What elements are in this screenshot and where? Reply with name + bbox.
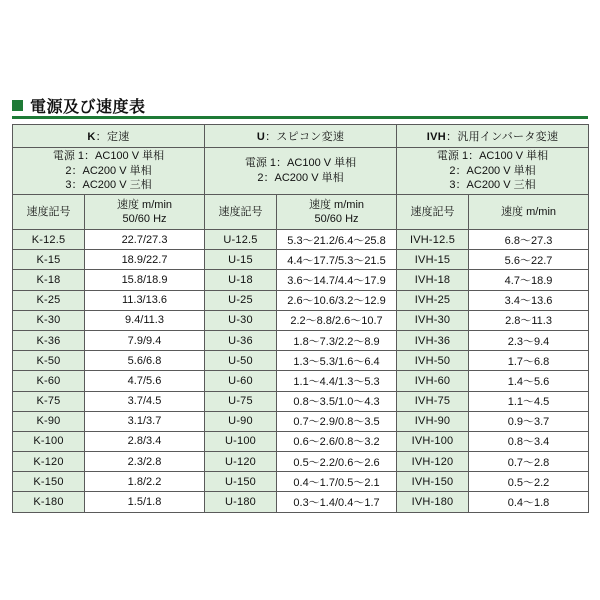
table-row xyxy=(13,391,589,411)
table-row xyxy=(13,371,589,391)
col-head-code-ivh: 速度記号 xyxy=(397,195,469,230)
group-header-row xyxy=(13,125,589,148)
row-val-u: 1.3〜5.3/1.6〜6.4 xyxy=(277,351,397,371)
row-val-ivh: 1.1〜4.5 xyxy=(469,391,589,411)
group-code-k: K xyxy=(87,131,96,143)
col-head-speed-u-line1: 速度 m/min xyxy=(309,198,364,211)
row-val-u: 2.6〜10.6/3.2〜12.9 xyxy=(277,290,397,310)
row-val-k: 9.4/11.3 xyxy=(85,310,205,330)
row-code-ivh: IVH-12.5 xyxy=(397,230,469,250)
row-code-u: U-18 xyxy=(205,270,277,290)
row-code-ivh: IVH-25 xyxy=(397,290,469,310)
power-ivh-line2: 2：AC200 V 単相 xyxy=(449,164,536,177)
row-val-k: 1.5/1.8 xyxy=(85,492,205,512)
row-code-k: K-15 xyxy=(13,250,85,270)
group-code-u: U xyxy=(256,131,266,143)
row-code-u: U-36 xyxy=(205,330,277,350)
power-u-line2: 2：AC200 V 単相 xyxy=(257,172,344,184)
row-code-u: U-12.5 xyxy=(205,230,277,250)
row-val-k: 4.7/5.6 xyxy=(85,371,205,391)
row-code-ivh: IVH-90 xyxy=(397,411,469,431)
row-val-ivh: 3.4〜13.6 xyxy=(469,290,589,310)
row-val-u: 0.6〜2.6/0.8〜3.2 xyxy=(277,431,397,451)
row-code-k: K-50 xyxy=(13,351,85,371)
col-head-speed-k xyxy=(85,195,205,230)
row-val-u: 2.2〜8.8/2.6〜10.7 xyxy=(277,310,397,330)
title-underline xyxy=(12,116,588,119)
row-code-k: K-75 xyxy=(13,391,85,411)
row-code-u: U-150 xyxy=(205,472,277,492)
row-code-u: U-90 xyxy=(205,411,277,431)
row-code-k: K-150 xyxy=(13,472,85,492)
row-code-ivh: IVH-15 xyxy=(397,250,469,270)
power-row xyxy=(13,148,589,195)
row-code-ivh: IVH-60 xyxy=(397,371,469,391)
column-header-row xyxy=(13,195,589,230)
row-val-ivh: 6.8〜27.3 xyxy=(469,230,589,250)
col-head-speed-ivh: 速度 m/min xyxy=(469,195,589,230)
table-row xyxy=(13,290,589,310)
row-val-u: 3.6〜14.7/4.4〜17.9 xyxy=(277,270,397,290)
power-k-line2: 2：AC200 V 単相 xyxy=(65,164,152,177)
row-val-u: 4.4〜17.7/5.3〜21.5 xyxy=(277,250,397,270)
row-code-k: K-100 xyxy=(13,431,85,451)
power-cell-k xyxy=(13,148,205,195)
row-code-ivh: IVH-100 xyxy=(397,431,469,451)
group-header-u xyxy=(205,125,397,148)
power-cell-ivh xyxy=(397,148,589,195)
row-code-ivh: IVH-36 xyxy=(397,330,469,350)
row-code-k: K-180 xyxy=(13,492,85,512)
col-head-speed-u xyxy=(277,195,397,230)
col-head-speed-u-line2: 50/60 Hz xyxy=(314,213,359,225)
group-header-ivh xyxy=(397,125,589,148)
row-code-k: K-120 xyxy=(13,452,85,472)
row-val-ivh: 1.7〜6.8 xyxy=(469,351,589,371)
row-code-u: U-60 xyxy=(205,371,277,391)
row-code-u: U-50 xyxy=(205,351,277,371)
row-code-k: K-90 xyxy=(13,411,85,431)
row-val-k: 3.7/4.5 xyxy=(85,391,205,411)
power-ivh-line1: 電源 1：AC100 V 単相 xyxy=(436,149,549,162)
row-val-u: 0.5〜2.2/0.6〜2.6 xyxy=(277,452,397,472)
row-code-ivh: IVH-120 xyxy=(397,452,469,472)
row-code-k: K-36 xyxy=(13,330,85,350)
title-marker-icon xyxy=(12,100,23,111)
row-code-u: U-180 xyxy=(205,492,277,512)
row-code-ivh: IVH-75 xyxy=(397,391,469,411)
row-val-ivh: 2.8〜11.3 xyxy=(469,310,589,330)
row-code-u: U-30 xyxy=(205,310,277,330)
table-row xyxy=(13,250,589,270)
power-k-line3: 3：AC200 V 三相 xyxy=(65,179,152,192)
row-val-u: 0.4〜1.7/0.5〜2.1 xyxy=(277,472,397,492)
page-title: 電源及び速度表 xyxy=(30,99,146,116)
row-code-u: U-25 xyxy=(205,290,277,310)
row-val-k: 1.8/2.2 xyxy=(85,472,205,492)
row-code-ivh: IVH-150 xyxy=(397,472,469,492)
table-row xyxy=(13,452,589,472)
row-code-k: K-30 xyxy=(13,310,85,330)
row-code-k: K-25 xyxy=(13,290,85,310)
table-row xyxy=(13,330,589,350)
row-val-k: 22.7/27.3 xyxy=(85,230,205,250)
row-val-k: 18.9/22.7 xyxy=(85,250,205,270)
group-label-ivh: ：汎用インバータ変速 xyxy=(446,131,559,143)
table-row xyxy=(13,351,589,371)
row-val-ivh: 1.4〜5.6 xyxy=(469,371,589,391)
table-row xyxy=(13,431,589,451)
row-code-k: K-60 xyxy=(13,371,85,391)
row-code-k: K-12.5 xyxy=(13,230,85,250)
group-label-u: ：スピコン変速 xyxy=(265,131,345,143)
row-val-k: 11.3/13.6 xyxy=(85,290,205,310)
group-label-k: ：定速 xyxy=(95,131,130,143)
row-val-ivh: 5.6〜22.7 xyxy=(469,250,589,270)
row-val-ivh: 2.3〜9.4 xyxy=(469,330,589,350)
row-code-u: U-15 xyxy=(205,250,277,270)
power-k-line1: 電源 1：AC100 V 単相 xyxy=(52,149,165,162)
col-head-code-u: 速度記号 xyxy=(205,195,277,230)
power-u-line1: 電源 1：AC100 V 単相 xyxy=(244,157,357,170)
row-val-k: 5.6/6.8 xyxy=(85,351,205,371)
table-row xyxy=(13,230,589,250)
row-code-ivh: IVH-30 xyxy=(397,310,469,330)
table-row xyxy=(13,310,589,330)
row-val-ivh: 0.4〜1.8 xyxy=(469,492,589,512)
row-code-u: U-100 xyxy=(205,431,277,451)
group-code-ivh: IVH xyxy=(426,131,447,143)
row-val-k: 15.8/18.9 xyxy=(85,270,205,290)
row-val-k: 2.3/2.8 xyxy=(85,452,205,472)
col-head-code-k: 速度記号 xyxy=(13,195,85,230)
row-code-ivh: IVH-180 xyxy=(397,492,469,512)
row-val-k: 3.1/3.7 xyxy=(85,411,205,431)
group-header-k xyxy=(13,125,205,148)
row-val-u: 0.7〜2.9/0.8〜3.5 xyxy=(277,411,397,431)
table-row xyxy=(13,492,589,512)
table-row xyxy=(13,270,589,290)
row-code-ivh: IVH-50 xyxy=(397,351,469,371)
row-val-u: 5.3〜21.2/6.4〜25.8 xyxy=(277,230,397,250)
row-val-ivh: 4.7〜18.9 xyxy=(469,270,589,290)
row-val-ivh: 0.8〜3.4 xyxy=(469,431,589,451)
row-code-u: U-75 xyxy=(205,391,277,411)
col-head-speed-k-line1: 速度 m/min xyxy=(117,198,172,211)
section-title xyxy=(12,94,146,117)
row-val-ivh: 0.5〜2.2 xyxy=(469,472,589,492)
speed-table xyxy=(12,124,589,513)
row-val-ivh: 0.7〜2.8 xyxy=(469,452,589,472)
power-ivh-line3: 3：AC200 V 三相 xyxy=(449,179,536,192)
row-val-u: 1.1〜4.4/1.3〜5.3 xyxy=(277,371,397,391)
col-head-speed-k-line2: 50/60 Hz xyxy=(122,213,167,225)
row-val-u: 1.8〜7.3/2.2〜8.9 xyxy=(277,330,397,350)
row-val-ivh: 0.9〜3.7 xyxy=(469,411,589,431)
table-row xyxy=(13,411,589,431)
row-val-u: 0.3〜1.4/0.4〜1.7 xyxy=(277,492,397,512)
row-code-u: U-120 xyxy=(205,452,277,472)
row-code-k: K-18 xyxy=(13,270,85,290)
row-val-k: 7.9/9.4 xyxy=(85,330,205,350)
power-cell-u xyxy=(205,148,397,195)
table-row xyxy=(13,472,589,492)
row-code-ivh: IVH-18 xyxy=(397,270,469,290)
row-val-k: 2.8/3.4 xyxy=(85,431,205,451)
row-val-u: 0.8〜3.5/1.0〜4.3 xyxy=(277,391,397,411)
